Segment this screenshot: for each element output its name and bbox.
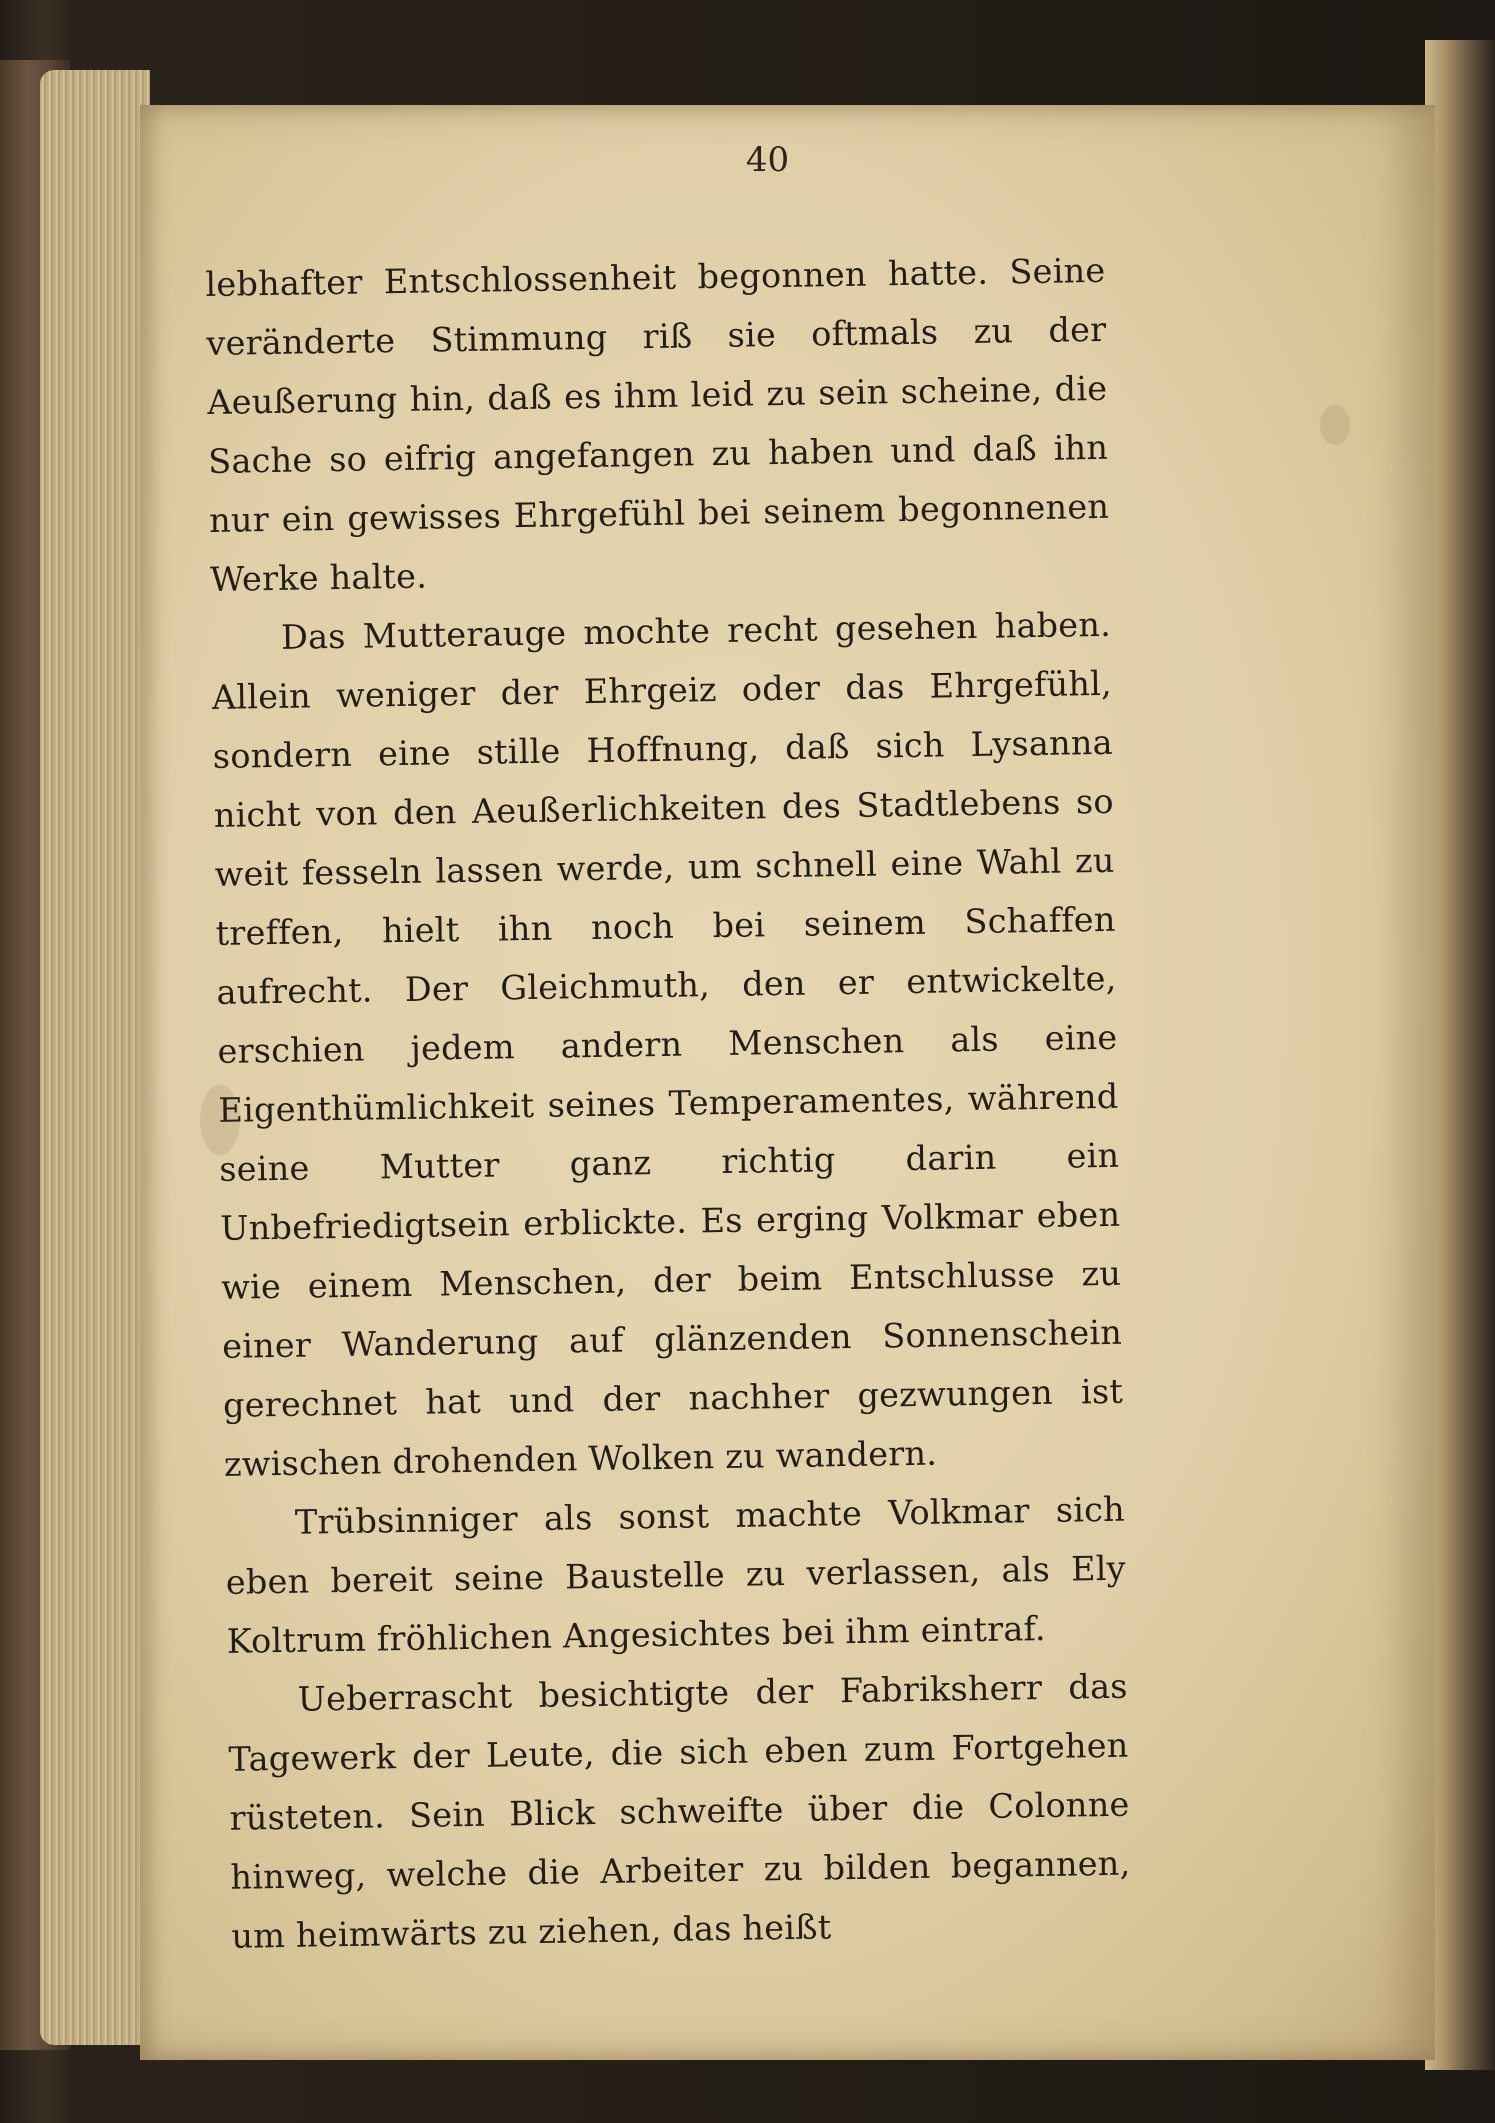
paragraph: lebhafter Entschlossenheit begonnen hatte. Seine veränderte Stimmung riß sie oftmals zu der Aeußerung hin, daß es ihm leid zu sein scheine, die Sache so eifrig angefangen zu haben und daß ihn nur ein gewisses Ehrgefühl bei seinem begonnenen Werke halte. (205, 250, 1110, 599)
paragraph: Trübsinniger als sonst machte Volkmar sich eben bereit seine Baustelle zu verlassen, als Ely Koltrum fröhlichen Angesichtes bei ihm eintraf. (225, 1489, 1127, 1661)
page-stack-edges (40, 70, 150, 2045)
book-cover-edge-right (1425, 40, 1495, 2070)
paragraph: Ueberrascht besichtigte der Fabriksherr das Tagewerk der Leute, die sich eben zum Fortgehen rüsteten. Sein Blick schweifte über die Colonne hinweg, welche die Arbeiter zu bilden begannen, um heimwärts zu ziehen, das heißt (228, 1666, 1131, 1956)
page-body-text (205, 241, 1132, 1966)
page-number: 40 (745, 140, 790, 180)
paragraph: Das Mutterauge mochte recht gesehen haben. Allein weniger der Ehrgeiz oder das Ehrgefühl, sondern eine stille Hoffnung, daß sich Lysanna nicht von den Aeußerlichkeiten des Stadtlebens so weit fesseln lassen werde, um schnell eine Wahl zu treffen, hielt ihn noch bei seinem Schaffen aufrecht. Der Gleichmuth, den er entwickelte, erschien jedem andern Menschen als eine Eigenthümlichkeit seines Temperamentes, während seine Mutter ganz richtig darin ein Unbefriedigtsein erblickte. Es erging Volkmar eben wie einem Menschen, der beim Entschlusse zu einer Wanderung auf glänzenden Sonnenschein gerechnet hat und der nachher gezwungen ist zwischen drohenden Wolken zu wandern. (211, 604, 1124, 1484)
paper-stain (1320, 405, 1350, 445)
